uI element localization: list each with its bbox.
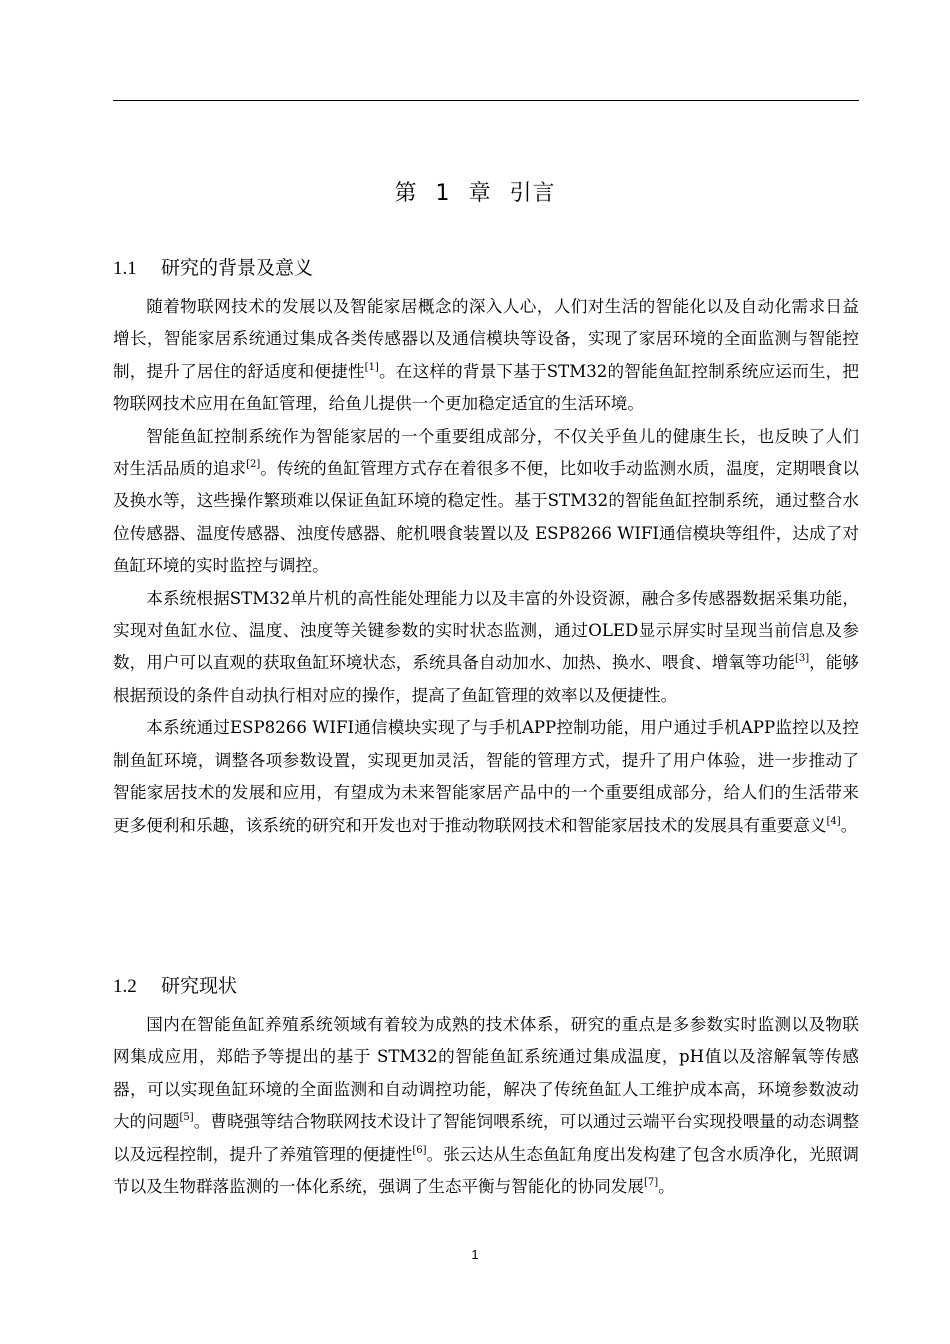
- paragraph-text: 智能鱼缸控制系统作为智能家居的一个重要组成部分，不仅关乎鱼儿的健康生长，也反映了人们对生活品质的追求: [113, 426, 859, 479]
- citation-ref: [7]: [644, 1177, 659, 1189]
- paragraph-text: 。: [658, 1177, 675, 1197]
- section-heading: [113, 253, 313, 280]
- paragraph: [113, 291, 859, 421]
- paragraph: [113, 1009, 859, 1203]
- header-rule: [113, 100, 859, 101]
- chapter-suffix: 章: [468, 181, 492, 206]
- chapter-prefix: 第: [394, 181, 418, 206]
- chapter-title: [0, 176, 950, 207]
- paragraph-text: 随着物联网技术的发展以及智能家居概念的深入人心，人们对生活的智能化以及自动化需求日益增长，智能家居系统通过集成各类传感器以及通信模块等设备，实现了家居环境的全面监测与智能控制，提升了居住的舒适度和便捷性: [113, 297, 859, 381]
- paragraph-text: ，能够根据预设的条件自动执行相对应的操作，提高了鱼缸管理的效率以及便捷性。: [113, 653, 860, 705]
- section-heading: [113, 971, 237, 998]
- chapter-name: 引言: [509, 181, 556, 206]
- section-number: 1.1: [113, 258, 137, 279]
- section-title: 研究现状: [161, 975, 238, 997]
- citation-ref: [5]: [179, 1112, 194, 1124]
- paragraph-text: 本系统根据STM32单片机的高性能处理能力以及丰富的外设资源，融合多传感器数据采集功能，实现对鱼缸水位、温度、浊度等关键参数的实时状态监测，通过OLED显示屏实时呈现当前信息及参数，用户可以直观的获取鱼缸环境状态，系统具备自动加水、加热、换水、喂食、增氧等功能: [113, 588, 859, 673]
- page-number: 1: [471, 1247, 479, 1262]
- paragraph-text: 。张云达从生态鱼缸角度出发构建了包含水质净化，光照调节以及生物群落监测的一体化系统，强调了生态平衡与智能化的协同发展: [113, 1144, 860, 1197]
- citation-ref: [1]: [364, 361, 379, 373]
- paragraph-text: 。在这样的背景下基于STM32的智能鱼缸控制系统应运而生，把物联网技术应用在鱼缸管理，给鱼儿提供一个更加稳定适宜的生活环境。: [113, 361, 860, 414]
- citation-ref: [4]: [826, 815, 841, 827]
- paragraph: [113, 712, 859, 842]
- citation-ref: [3]: [794, 653, 810, 665]
- citation-ref: [6]: [412, 1144, 427, 1156]
- paragraph-text: 本系统通过ESP8266 WIFI通信模块实现了与手机APP控制功能，用户通过手机APP监控以及控制鱼缸环境，调整各项参数设置，实现更加灵活，智能的管理方式，提升了用户体验，进一步推动了智能家居技术的发展和应用，有望成为未来智能家居产品中的一个重要组成部分，给人们的生活带来更多便利和乐趣，该系统的研究和开发也对于推动物联网技术和智能家居技术的发展具有重要意义: [113, 718, 859, 835]
- paragraph-text: 。传统的鱼缸管理方式存在着很多不便，比如收手动监测水质，温度，定期喂食以及换水等，这些操作繁琐难以保证鱼缸环境的稳定性。基于STM32的智能鱼缸控制系统，通过整合水位传感器、温度传感器、浊度传感器、舵机喂食装置以及 ESP8266 WIFI通信模块等组件，达成了对鱼缸环境的实时监控与调控。: [113, 459, 860, 576]
- chapter-number: 1: [435, 181, 451, 206]
- section-body: [113, 291, 859, 842]
- section-body: [113, 1009, 859, 1203]
- paragraph: [113, 421, 859, 583]
- paragraph-text: 国内在智能鱼缸养殖系统领域有着较为成熟的技术体系，研究的重点是多参数实时监测以及物联网集成应用，郑皓予等提出的基于 STM32的智能鱼缸系统通过集成温度，pH值以及溶解氧等传感器，可以实现鱼缸环境的全面监测和自动调控功能，解决了传统鱼缸人工维护成本高，环境参数波动大的问题: [113, 1015, 859, 1132]
- paragraph-text: 。曹晓强等结合物联网技术设计了智能饲喂系统，可以通过云端平台实现投喂量的动态调整以及远程控制，提升了养殖管理的便捷性: [113, 1112, 859, 1164]
- paragraph-text: 。: [840, 815, 858, 835]
- citation-ref: [2]: [246, 459, 261, 471]
- paragraph: [113, 583, 859, 713]
- section-number: 1.2: [113, 976, 137, 997]
- section-title: 研究的背景及意义: [161, 257, 314, 279]
